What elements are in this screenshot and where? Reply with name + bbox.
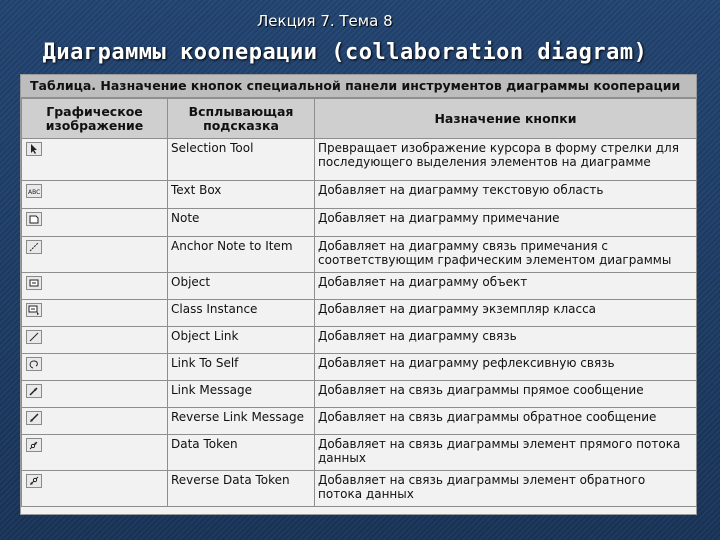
arrow-cursor-icon	[26, 142, 42, 156]
buttons-table-container	[20, 74, 697, 515]
table-row	[22, 139, 697, 181]
description-cell: Добавляет на диаграмму связь	[315, 327, 697, 354]
svg-text:ABC: ABC	[28, 189, 41, 196]
table-row	[22, 354, 697, 381]
column-header-purpose: Назначение кнопки	[315, 99, 697, 139]
description-cell: Добавляет на связь диаграммы обратное сообщение	[315, 408, 697, 435]
link-message-icon	[26, 384, 42, 398]
tooltip-cell: Selection Tool	[168, 139, 315, 181]
description-cell: Добавляет на связь диаграммы элемент обратного потока данных	[315, 471, 697, 507]
table-row	[22, 327, 697, 354]
tooltip-cell: Reverse Link Message	[168, 408, 315, 435]
column-header-tooltip: Всплывающая подсказка	[168, 99, 315, 139]
tooltip-cell: Link Message	[168, 381, 315, 408]
description-cell: Добавляет на диаграмму объект	[315, 273, 697, 300]
column-header-graphic: Графическое изображение	[22, 99, 168, 139]
tooltip-cell: Object Link	[168, 327, 315, 354]
table-row	[22, 237, 697, 273]
tooltip-cell: Data Token	[168, 435, 315, 471]
description-cell: Добавляет на диаграмму связь примечания с соответствующим графическим элементом диаграммы	[315, 237, 697, 273]
tooltip-cell: Object	[168, 273, 315, 300]
anchor-note-icon	[26, 240, 42, 254]
table-row	[22, 381, 697, 408]
description-cell: Превращает изображение курсора в форму стрелки для последующего выделения элементов на диаграмме	[315, 139, 697, 181]
description-cell: Добавляет на связь диаграммы прямое сообщение	[315, 381, 697, 408]
text-box-icon	[26, 184, 42, 198]
table-row	[22, 435, 697, 471]
object-link-icon	[26, 330, 42, 344]
table-row	[22, 471, 697, 507]
data-token-icon	[26, 438, 42, 452]
table-row	[22, 300, 697, 327]
description-cell: Добавляет на диаграмму рефлексивную связь	[315, 354, 697, 381]
description-cell: Добавляет на диаграмму текстовую область	[315, 181, 697, 209]
table-row	[22, 408, 697, 435]
lecture-label: Лекция 7. Тема 8	[257, 12, 393, 30]
buttons-table	[21, 98, 697, 507]
tooltip-cell: Anchor Note to Item	[168, 237, 315, 273]
note-icon	[26, 212, 42, 226]
tooltip-cell: Link To Self	[168, 354, 315, 381]
tooltip-cell: Text Box	[168, 181, 315, 209]
reverse-data-token-icon	[26, 474, 42, 488]
description-cell: Добавляет на диаграмму экземпляр класса	[315, 300, 697, 327]
reverse-link-message-icon	[26, 411, 42, 425]
tooltip-cell: Reverse Data Token	[168, 471, 315, 507]
slide-title: Диаграммы кооперации (collaboration diagram)	[42, 40, 648, 65]
tooltip-cell: Class Instance	[168, 300, 315, 327]
tooltip-cell: Note	[168, 209, 315, 237]
table-row	[22, 181, 697, 209]
class-instance-icon	[26, 303, 42, 317]
table-row	[22, 209, 697, 237]
description-cell: Добавляет на диаграмму примечание	[315, 209, 697, 237]
object-icon	[26, 276, 42, 290]
table-row	[22, 273, 697, 300]
table-caption: Таблица. Назначение кнопок специальной панели инструментов диаграммы кооперации	[21, 75, 696, 98]
description-cell: Добавляет на связь диаграммы элемент прямого потока данных	[315, 435, 697, 471]
link-to-self-icon	[26, 357, 42, 371]
